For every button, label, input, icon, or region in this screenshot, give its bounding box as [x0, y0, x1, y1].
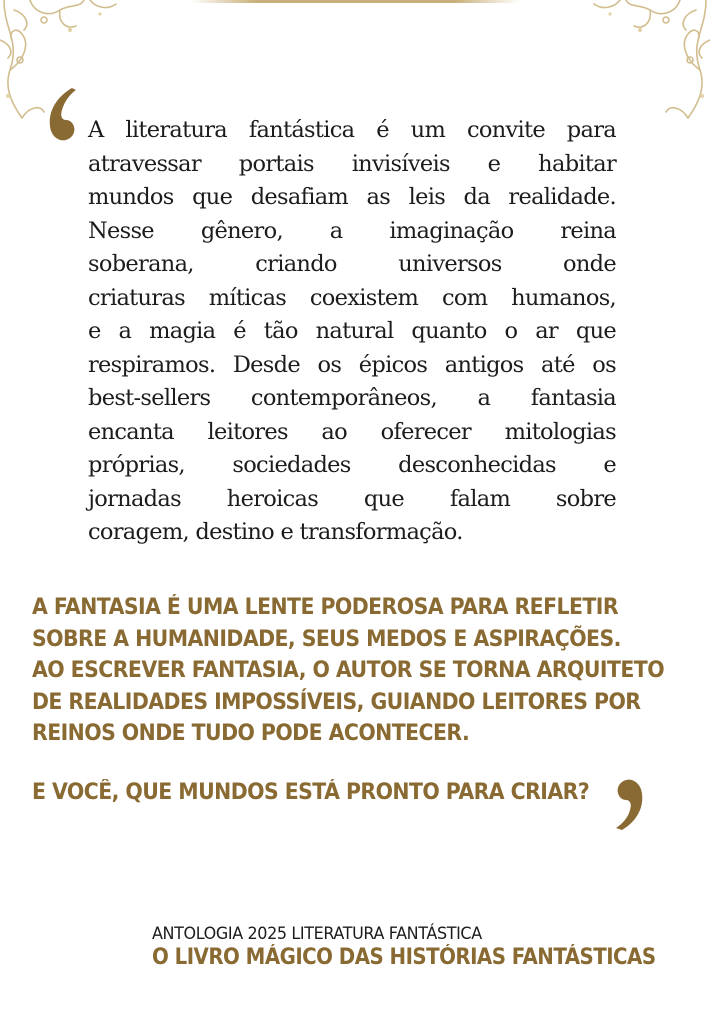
paragraph-line: coragem, destino e transformação. — [88, 519, 463, 545]
paragraph-line: próprias, sociedades desconhecidas e — [88, 452, 616, 478]
highlight-statement — [32, 592, 665, 750]
paragraph-line: A literatura fantástica é um convite para — [88, 117, 616, 143]
open-quote-icon — [38, 86, 86, 146]
paragraph-line: Nesse gênero, a imaginação reina — [88, 217, 616, 244]
highlight-line: DE REALIDADES IMPOSSÍVEIS, GUIANDO LEITORES POR — [32, 689, 641, 715]
intro-paragraph — [88, 114, 616, 550]
paragraph-line: best-sellers contemporâneos, a fantasia — [88, 385, 616, 411]
paragraph-line: atravessar portais invisíveis e habitar — [88, 150, 616, 177]
highlight-line: SOBRE A HUMANIDADE, SEUS MEDOS E ASPIRAÇÕES. — [32, 626, 621, 652]
footer-subtitle: ANTOLOGIA 2025 LITERATURA FANTÁSTICA — [152, 924, 482, 944]
footer-title: O LIVRO MÁGICO DAS HISTÓRIAS FANTÁSTICAS — [152, 945, 656, 970]
paragraph-line: criaturas míticas coexistem com humanos, — [88, 284, 616, 311]
paragraph-line: encanta leitores ao oferecer mitologias — [88, 418, 616, 445]
close-quote-icon — [612, 774, 652, 832]
paragraph-line: soberana, criando universos onde — [88, 251, 616, 277]
paragraph-line: e a magia é tão natural quanto o ar que — [88, 318, 616, 344]
paragraph-line: respiramos. Desde os épicos antigos até os — [88, 351, 616, 378]
highlight-line: A FANTASIA É UMA LENTE PODEROSA PARA REFLETIR — [32, 595, 619, 620]
top-divider — [190, 0, 520, 3]
paragraph-line: mundos que desafiam as leis da realidade. — [88, 184, 616, 210]
paragraph-line: jornadas heroicas que falam sobre — [88, 485, 616, 512]
closing-question: E VOCÊ, QUE MUNDOS ESTÁ PRONTO PARA CRIAR? — [32, 780, 590, 805]
highlight-line: REINOS ONDE TUDO PODE ACONTECER. — [32, 721, 470, 746]
corner-ornament-right-icon — [580, 0, 710, 125]
highlight-line: AO ESCREVER FANTASIA, O AUTOR SE TORNA ARQUITETO — [32, 658, 665, 683]
